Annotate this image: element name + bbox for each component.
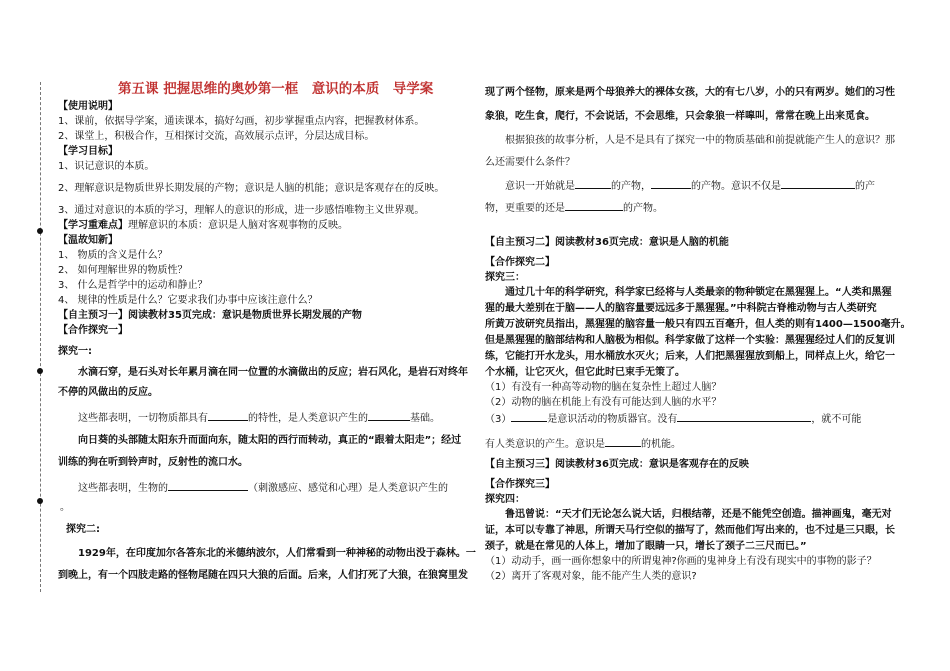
text: 的产物。意识不仅是 bbox=[691, 181, 781, 192]
blank-line[interactable] bbox=[208, 410, 248, 421]
text: （3） bbox=[485, 414, 512, 425]
text: 的机能。 bbox=[641, 439, 681, 450]
blank-line[interactable] bbox=[677, 411, 811, 422]
text: 基础。 bbox=[410, 413, 440, 424]
fill-in-sentence bbox=[58, 500, 70, 515]
paragraph: 到晚上，有一个四肢走路的怪物尾随在四只大狼的后面。后来，人们打死了大狼，在狼窝里发 bbox=[58, 570, 468, 581]
preview-one-heading: 【自主预习一】阅读教材35页完成：意识是物质世界长期发展的产物 bbox=[58, 310, 362, 321]
blank-line[interactable] bbox=[651, 178, 691, 189]
fill-in-sentence bbox=[485, 411, 861, 427]
paragraph: 训练的狗在听到铃声时，反射性的流口水。 bbox=[58, 457, 248, 468]
paragraph: 不停的风做出的反应。 bbox=[58, 387, 158, 398]
explore-two-heading: 探究二: bbox=[66, 524, 100, 535]
paragraph: 水滴石穿，是石头对长年累月滴在同一位置的水滴做出的反应；岩石风化，是岩石对终年 bbox=[78, 367, 468, 378]
usage-heading: 【使用说明】 bbox=[58, 101, 118, 112]
goal-item: 3、通过对意识的本质的学习，理解人的意识的形成，进一步感悟唯物主义世界观。 bbox=[58, 205, 425, 216]
text: 的产物。 bbox=[623, 203, 663, 214]
blank-line[interactable] bbox=[781, 178, 855, 189]
paragraph: 现了两个怪物，原来是两个母狼养大的裸体女孩，大的有七八岁，小的只有两岁。她们的习性 bbox=[485, 87, 895, 98]
binding-hole bbox=[37, 498, 43, 504]
paragraph: 鲁迅曾说：“天才们无论怎么说大话，归根结蒂，还是不能凭空创造。描神画鬼，毫无对 bbox=[505, 509, 892, 520]
paragraph: 颈子，就是在常见的人体上，增加了眼睛一只，增长了颈子二三尺而已。” bbox=[485, 541, 807, 552]
coop-one-heading: 【合作探究一】 bbox=[58, 325, 128, 336]
text: 是意识活动的物质器官。没有 bbox=[547, 414, 678, 425]
explore-four-heading: 探究四： bbox=[485, 494, 525, 505]
question: （1）动动手，画一画你想象中的所谓鬼神?你画的鬼神身上有没有现实中的事物的影子？ bbox=[485, 556, 877, 567]
blank-line[interactable] bbox=[168, 480, 248, 491]
paragraph: 通过几十年的科学研究，科学家已经将与人类最亲的物种锁定在黑猩猩上。“人类和黑猩 bbox=[505, 287, 892, 298]
paragraph: 象狼，吃生食，爬行，不会说话，不会思维，只会象狼一样嗥叫，常常在晚上出来觅食。 bbox=[485, 111, 875, 122]
paragraph: 根据狼孩的故事分析，人是不是具有了探究一中的物质基础和前提就能产生人的意识？那 bbox=[505, 135, 895, 146]
text: 的特性，是人类意识产生的 bbox=[248, 413, 368, 424]
fill-in-sentence bbox=[78, 410, 440, 426]
review-item: 2、 如何理解世界的物质性？ bbox=[58, 265, 188, 276]
explore-one-heading: 探究一: bbox=[58, 346, 92, 357]
text: 有人类意识的产生。意识是 bbox=[485, 439, 605, 450]
paragraph: 但是黑猩猩的脑部结构和人脑极为相似。科学家做了这样一个实验：黑猩猩经过人们的反复训 bbox=[485, 335, 895, 346]
preview-three-heading: 【自主预习三】阅读教材36页完成：意识是客观存在的反映 bbox=[485, 459, 749, 470]
key-heading: 【学习重难点】 bbox=[58, 220, 128, 231]
review-item: 4、 规律的性质是什么？它要求我们办事中应该注意什么？ bbox=[58, 295, 318, 306]
preview-two-heading: 【自主预习二】阅读教材36页完成：意识是人脑的机能 bbox=[485, 237, 729, 248]
blank-line[interactable] bbox=[368, 410, 410, 421]
paragraph: 个水桶，让它灭火，但它此时已束手无策了。 bbox=[485, 367, 685, 378]
paragraph: 么还需要什么条件？ bbox=[485, 157, 575, 168]
usage-item: 2、课堂上，积极合作，互相探讨交流，高效展示点评，分层达成目标。 bbox=[58, 131, 375, 142]
blank-line[interactable] bbox=[605, 436, 641, 447]
goal-item: 2、理解意识是物质世界长期发展的产物；意识是人脑的机能；意识是客观存在的反映。 bbox=[58, 183, 445, 194]
paragraph: 向日葵的头部随太阳东升而面向东，随太阳的西行而转动，真正的“跟着太阳走”；经过 bbox=[78, 435, 462, 446]
text: 这些都表明，生物的 bbox=[78, 483, 168, 494]
fill-in-sentence bbox=[485, 436, 681, 452]
paragraph: 证，本可以专靠了神思，所谓天马行空似的描写了，然而他们写出来的，也不过是三只眼，长 bbox=[485, 525, 895, 536]
question: （2）离开了客观对象，能不能产生人类的意识? bbox=[485, 571, 697, 582]
paragraph: 练，它能打开水龙头，用水桶放水灭火；后来，人们把黑猩猩放到船上，同样点上火，给它一 bbox=[485, 351, 895, 362]
goal-item: 1、识记意识的本质。 bbox=[58, 161, 155, 172]
coop-three-heading: 【合作探究三】 bbox=[485, 479, 555, 490]
review-heading: 【温故知新】 bbox=[58, 235, 118, 246]
text: （刺激感应、感觉和心理）是人类意识产生的 bbox=[248, 483, 448, 494]
paragraph: 所黄万波研究员指出，黑猩猩的脑容量一般只有四五百毫升，但人类的则有1400—1500毫升。 bbox=[485, 319, 911, 330]
goals-heading: 【学习目标】 bbox=[58, 146, 118, 157]
blank-line[interactable] bbox=[575, 178, 611, 189]
fill-in-sentence bbox=[78, 480, 448, 496]
explore-three-heading: 探究三： bbox=[485, 272, 525, 283]
text: 这些都表明，一切物质都具有 bbox=[78, 413, 208, 424]
blank-line[interactable] bbox=[511, 411, 547, 422]
coop-two-heading: 【合作探究二】 bbox=[485, 257, 555, 268]
text: 物，更重要的还是 bbox=[485, 203, 565, 214]
page-title: 第五课 把握思维的奥妙第一框 意识的本质 导学案 bbox=[118, 81, 434, 97]
text: ，就不可能 bbox=[811, 414, 862, 425]
fill-in-sentence bbox=[485, 200, 663, 216]
usage-item: 1、课前，依据导学案，通读课本，搞好勾画，初步掌握重点内容，把握教材体系。 bbox=[58, 116, 425, 127]
binding-hole bbox=[37, 228, 43, 234]
text: 的产 bbox=[855, 181, 875, 192]
key-points bbox=[58, 219, 348, 233]
fill-in-sentence bbox=[505, 178, 875, 194]
paragraph: 猩的最大差别在于脑——人的脑容量要远远多于黑猩猩。”中科院古脊椎动物与古人类研究 bbox=[485, 303, 877, 314]
key-text: 理解意识的本质：意识是人脑对客观事物的反映。 bbox=[128, 220, 348, 231]
binding-hole bbox=[37, 368, 43, 374]
text: 的产物， bbox=[611, 181, 651, 192]
paragraph: 1929年，在印度加尔各答东北的米德纳波尔，人们常看到一种神秘的动物出没于森林。一 bbox=[78, 548, 476, 559]
text: 意识一开始就是 bbox=[505, 181, 575, 192]
question: （2）动物的脑在机能上有没有可能达到人脑的水平？ bbox=[485, 397, 722, 408]
review-item: 3、 什么是哲学中的运动和静止？ bbox=[58, 280, 208, 291]
text: 。 bbox=[60, 502, 70, 513]
review-item: 1、 物质的含义是什么？ bbox=[58, 250, 168, 261]
question: （1）有没有一种高等动物的脑在复杂性上超过人脑？ bbox=[485, 382, 722, 393]
binding-line bbox=[40, 82, 41, 592]
blank-line[interactable] bbox=[565, 200, 623, 211]
